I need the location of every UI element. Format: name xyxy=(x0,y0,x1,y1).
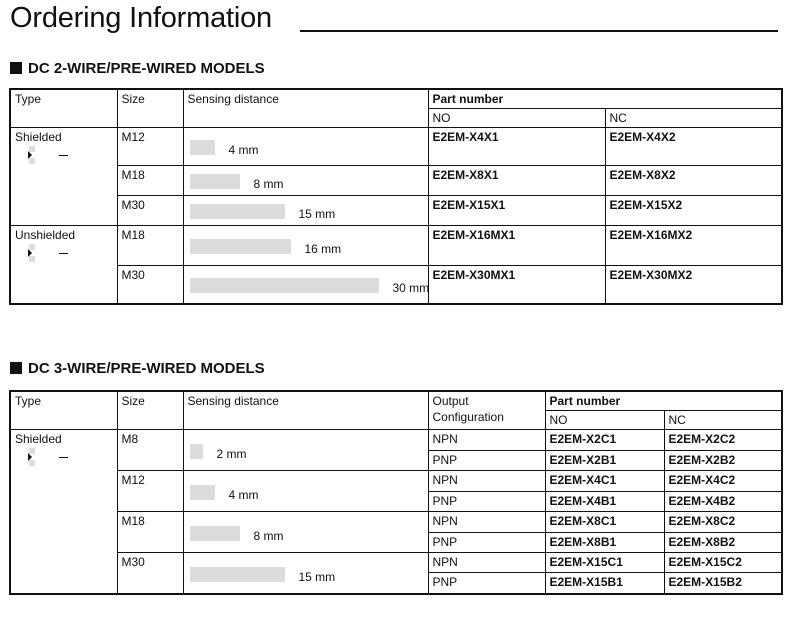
table-row xyxy=(10,266,782,304)
size-cell: M12 xyxy=(117,128,183,166)
distance-label: 4 mm xyxy=(228,143,259,157)
part-no-cell: E2EM-X4C1 xyxy=(545,471,664,492)
sensing-distance-cell xyxy=(183,266,428,304)
distance-label: 15 mm xyxy=(298,570,336,584)
header-part-number: Part number xyxy=(545,391,782,411)
table-row xyxy=(10,471,782,492)
part-no-cell: E2EM-X4B1 xyxy=(545,491,664,512)
table-row xyxy=(10,512,782,533)
header-output-line2: Configuration xyxy=(432,410,504,424)
part-no-cell: E2EM-X30MX1 xyxy=(428,266,605,304)
part-no-cell: E2EM-X8B1 xyxy=(545,532,664,553)
distance-label: 8 mm xyxy=(253,177,284,191)
part-no-cell: E2EM-X2C1 xyxy=(545,430,664,451)
title-rule xyxy=(300,30,778,32)
output-config-cell: NPN xyxy=(428,430,545,451)
sensor-symbol-icon xyxy=(15,144,113,166)
header-type: Type xyxy=(10,89,117,128)
size-cell: M18 xyxy=(117,512,183,553)
size-cell: M30 xyxy=(117,553,183,595)
size-cell: M8 xyxy=(117,430,183,471)
table-row xyxy=(10,166,782,196)
table-row xyxy=(10,430,782,451)
table-3wire xyxy=(9,390,783,595)
part-nc-cell: E2EM-X4X2 xyxy=(605,128,782,166)
output-config-cell: PNP xyxy=(428,532,545,553)
size-cell: M18 xyxy=(117,166,183,196)
header-size: Size xyxy=(117,391,183,430)
part-no-cell: E2EM-X15C1 xyxy=(545,553,664,573)
sensing-distance-cell xyxy=(183,196,428,226)
part-no-cell: E2EM-X16MX1 xyxy=(428,226,605,266)
part-nc-cell: E2EM-X30MX2 xyxy=(605,266,782,304)
section-heading-2wire xyxy=(10,60,265,77)
header-no: NO xyxy=(428,109,605,128)
sensor-symbol-icon xyxy=(15,446,113,468)
distance-label: 15 mm xyxy=(298,207,336,221)
part-nc-cell: E2EM-X8C2 xyxy=(664,512,782,533)
distance-bar xyxy=(190,485,215,500)
part-nc-cell: E2EM-X2C2 xyxy=(664,430,782,451)
part-nc-cell: E2EM-X16MX2 xyxy=(605,226,782,266)
sensing-distance-cell xyxy=(183,430,428,471)
type-label: Shielded xyxy=(15,130,62,144)
header-sensing: Sensing distance xyxy=(183,89,428,128)
output-config-cell: NPN xyxy=(428,471,545,492)
table-2wire xyxy=(9,88,783,305)
part-no-cell: E2EM-X8X1 xyxy=(428,166,605,196)
part-nc-cell: E2EM-X8X2 xyxy=(605,166,782,196)
sensor-symbol-icon xyxy=(15,242,113,264)
sensing-distance-cell xyxy=(183,512,428,553)
part-nc-cell: E2EM-X15X2 xyxy=(605,196,782,226)
section-heading-text: DC 3-WIRE/PRE-WIRED MODELS xyxy=(28,360,265,377)
square-bullet-icon xyxy=(10,62,22,74)
table-row xyxy=(10,553,782,573)
size-cell: M12 xyxy=(117,471,183,512)
type-cell xyxy=(10,128,117,226)
output-config-cell: PNP xyxy=(428,573,545,594)
header-no: NO xyxy=(545,411,664,430)
section-heading-text: DC 2-WIRE/PRE-WIRED MODELS xyxy=(28,60,265,77)
header-nc: NC xyxy=(664,411,782,430)
header-output-line1: Output xyxy=(432,394,469,408)
part-no-cell: E2EM-X4X1 xyxy=(428,128,605,166)
part-no-cell: E2EM-X8C1 xyxy=(545,512,664,533)
distance-bar xyxy=(190,140,215,155)
part-no-cell: E2EM-X15X1 xyxy=(428,196,605,226)
sensing-distance-cell xyxy=(183,226,428,266)
distance-label: 4 mm xyxy=(228,488,259,502)
output-config-cell: PNP xyxy=(428,450,545,471)
part-nc-cell: E2EM-X15B2 xyxy=(664,573,782,594)
header-type: Type xyxy=(10,391,117,430)
table-row xyxy=(10,226,782,266)
part-no-cell: E2EM-X2B1 xyxy=(545,450,664,471)
sensing-distance-cell xyxy=(183,553,428,595)
header-sensing: Sensing distance xyxy=(183,391,428,430)
part-nc-cell: E2EM-X15C2 xyxy=(664,553,782,573)
page-title: Ordering Information xyxy=(10,2,272,34)
part-nc-cell: E2EM-X8B2 xyxy=(664,532,782,553)
distance-label: 2 mm xyxy=(216,447,247,461)
sensing-distance-cell xyxy=(183,128,428,166)
type-label: Shielded xyxy=(15,432,62,446)
header-size: Size xyxy=(117,89,183,128)
distance-bar xyxy=(190,278,379,293)
type-cell xyxy=(10,430,117,595)
output-config-cell: NPN xyxy=(428,553,545,573)
type-label: Unshielded xyxy=(15,228,76,242)
distance-label: 16 mm xyxy=(304,242,342,256)
square-bullet-icon xyxy=(10,362,22,374)
header-part-number: Part number xyxy=(428,89,782,109)
part-nc-cell: E2EM-X4B2 xyxy=(664,491,782,512)
part-nc-cell: E2EM-X4C2 xyxy=(664,471,782,492)
size-cell: M30 xyxy=(117,266,183,304)
sensing-distance-cell xyxy=(183,166,428,196)
part-nc-cell: E2EM-X2B2 xyxy=(664,450,782,471)
output-config-cell: NPN xyxy=(428,512,545,533)
distance-bar xyxy=(190,239,291,254)
header-nc: NC xyxy=(605,109,782,128)
distance-bar xyxy=(190,204,285,219)
output-config-cell: PNP xyxy=(428,491,545,512)
table-row xyxy=(10,196,782,226)
sensing-distance-cell xyxy=(183,471,428,512)
part-no-cell: E2EM-X15B1 xyxy=(545,573,664,594)
type-cell xyxy=(10,226,117,304)
distance-label: 8 mm xyxy=(253,529,284,543)
distance-bar xyxy=(190,567,285,582)
size-cell: M30 xyxy=(117,196,183,226)
header-output xyxy=(428,391,545,430)
distance-bar xyxy=(190,174,240,189)
section-heading-3wire xyxy=(10,360,265,377)
distance-bar xyxy=(190,444,203,459)
distance-bar xyxy=(190,526,240,541)
size-cell: M18 xyxy=(117,226,183,266)
distance-label: 30 mm xyxy=(392,281,430,295)
table-row xyxy=(10,128,782,166)
